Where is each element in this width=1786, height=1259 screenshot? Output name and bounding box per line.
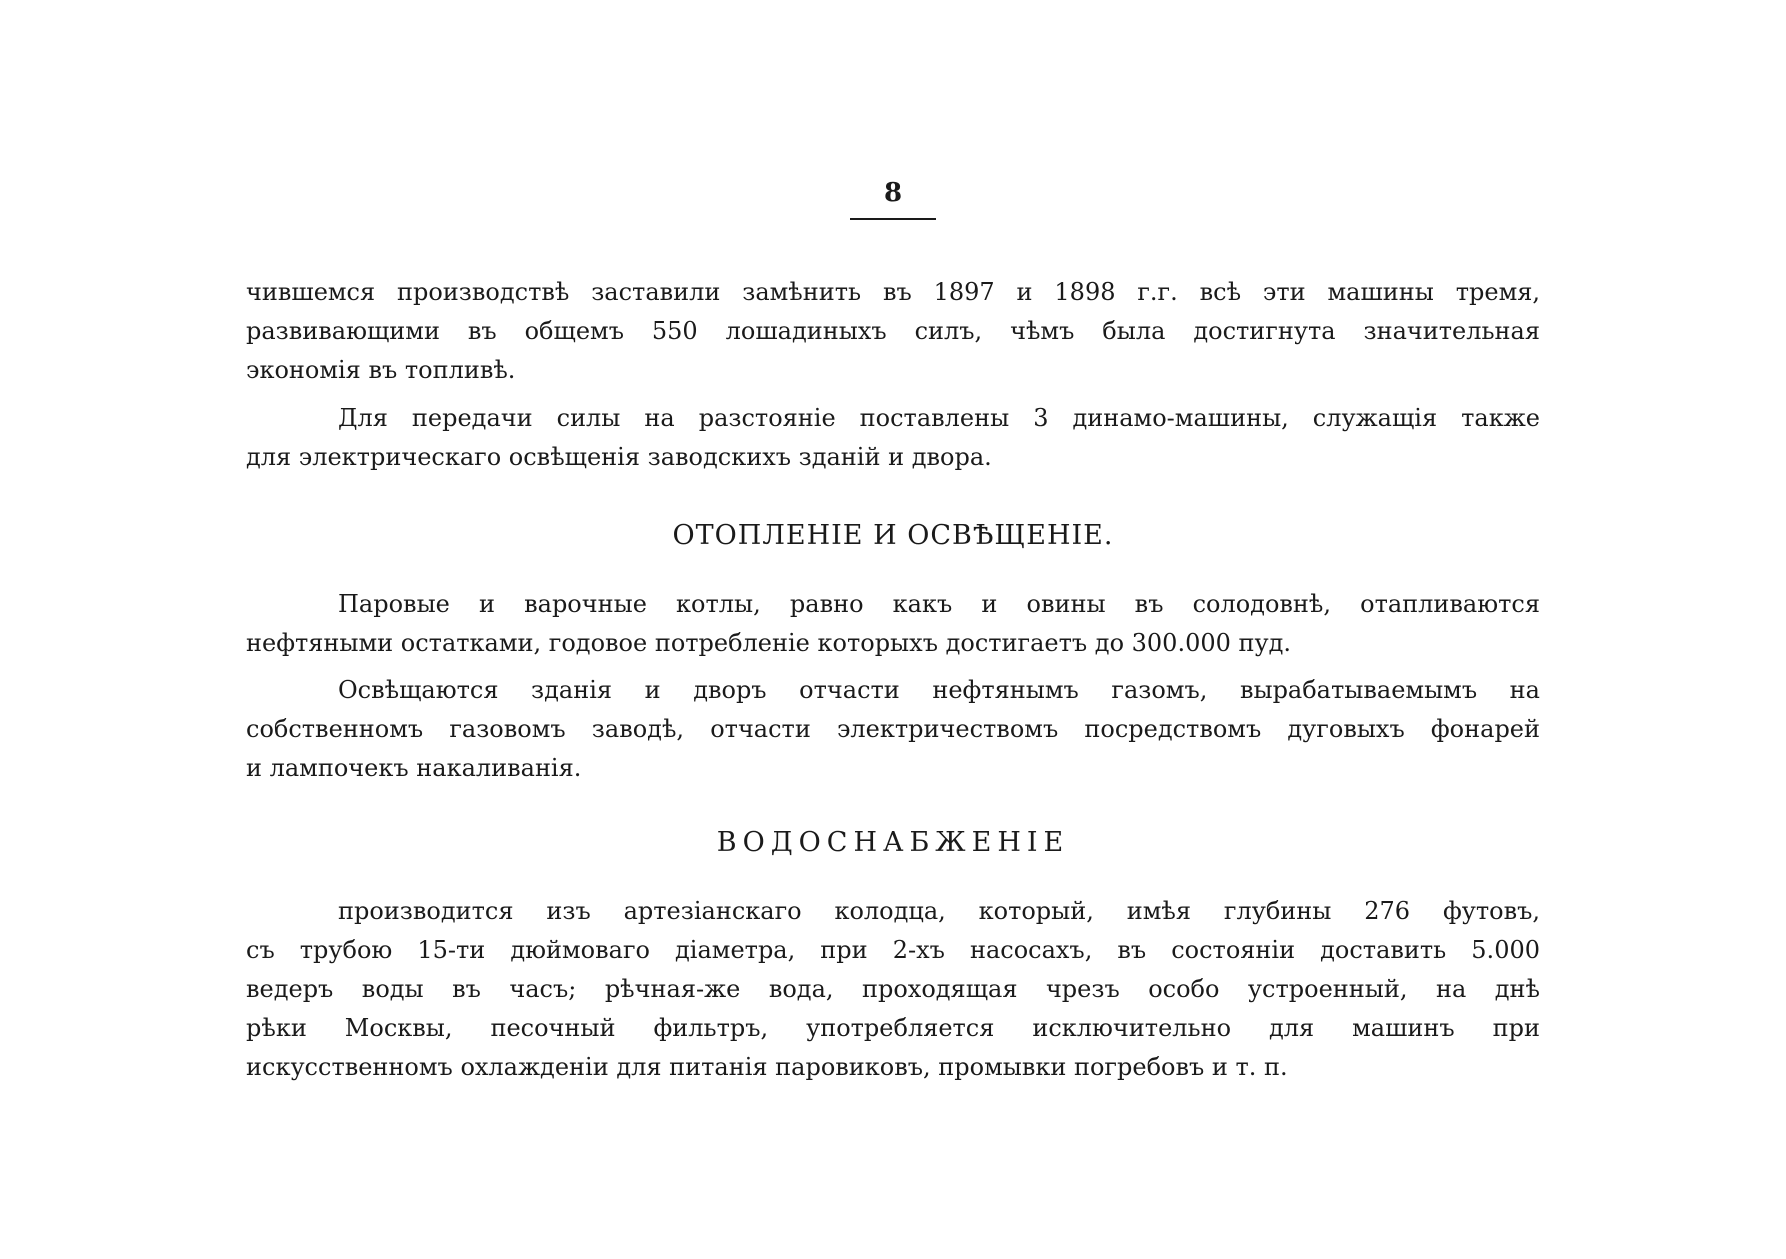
- paragraph-1: [246, 273, 1540, 390]
- paragraph-5: [246, 892, 1540, 1087]
- paragraph-4: [246, 671, 1540, 788]
- text-line: чившемся производствѣ заставили замѣнить въ 1897 и 1898 г.г. всѣ эти машины тремя,: [246, 278, 1540, 306]
- text-line: нефтяными остатками, годовое потребленіе которыхъ достигаетъ до 300.000 пуд.: [246, 629, 1292, 657]
- text-line: производится изъ артезіанскаго колодца, который, имѣя глубины 276 футовъ,: [338, 897, 1540, 925]
- text-line: для электрическаго освѣщенія заводскихъ зданій и двора.: [246, 443, 992, 471]
- page-number-rule: [850, 218, 936, 220]
- text-line: Освѣщаются зданія и дворъ отчасти нефтянымъ газомъ, вырабатываемымъ на: [338, 676, 1540, 704]
- text-line: рѣки Москвы, песочный фильтръ, употребляется исключительно для машинъ при: [246, 1014, 1540, 1042]
- text-line: собственномъ газовомъ заводѣ, отчасти электричествомъ посредствомъ дуговыхъ фонарей: [246, 715, 1540, 743]
- text-line: съ трубою 15-ти дюймоваго діаметра, при 2-хъ насосахъ, въ состояніи доставить 5.000: [246, 936, 1540, 964]
- text-line: развивающими въ общемъ 550 лошадиныхъ силъ, чѣмъ была достигнута значительная: [246, 317, 1540, 345]
- section-heading-heating-lighting: ОТОПЛЕНІЕ И ОСВѢЩЕНІЕ.: [672, 520, 1114, 551]
- text-line: экономія въ топливѣ.: [246, 356, 516, 384]
- page-number: 8: [883, 178, 903, 208]
- section-heading-water-supply: ВОДОСНАБЖЕНІЕ: [716, 827, 1070, 858]
- text-line: и лампочекъ накаливанія.: [246, 754, 582, 782]
- text-line: ведеръ воды въ часъ; рѣчная-же вода, проходящая чрезъ особо устроенный, на днѣ: [246, 975, 1540, 1003]
- paragraph-2: [246, 399, 1540, 477]
- paragraph-3: [246, 585, 1540, 663]
- text-line: Паровые и варочные котлы, равно какъ и овины въ солодовнѣ, отапливаются: [338, 590, 1540, 618]
- text-line: искусственномъ охлажденіи для питанія паровиковъ, промывки погребовъ и т. п.: [246, 1053, 1288, 1081]
- text-line: Для передачи силы на разстояніе поставлены 3 динамо-машины, служащія также: [338, 404, 1540, 432]
